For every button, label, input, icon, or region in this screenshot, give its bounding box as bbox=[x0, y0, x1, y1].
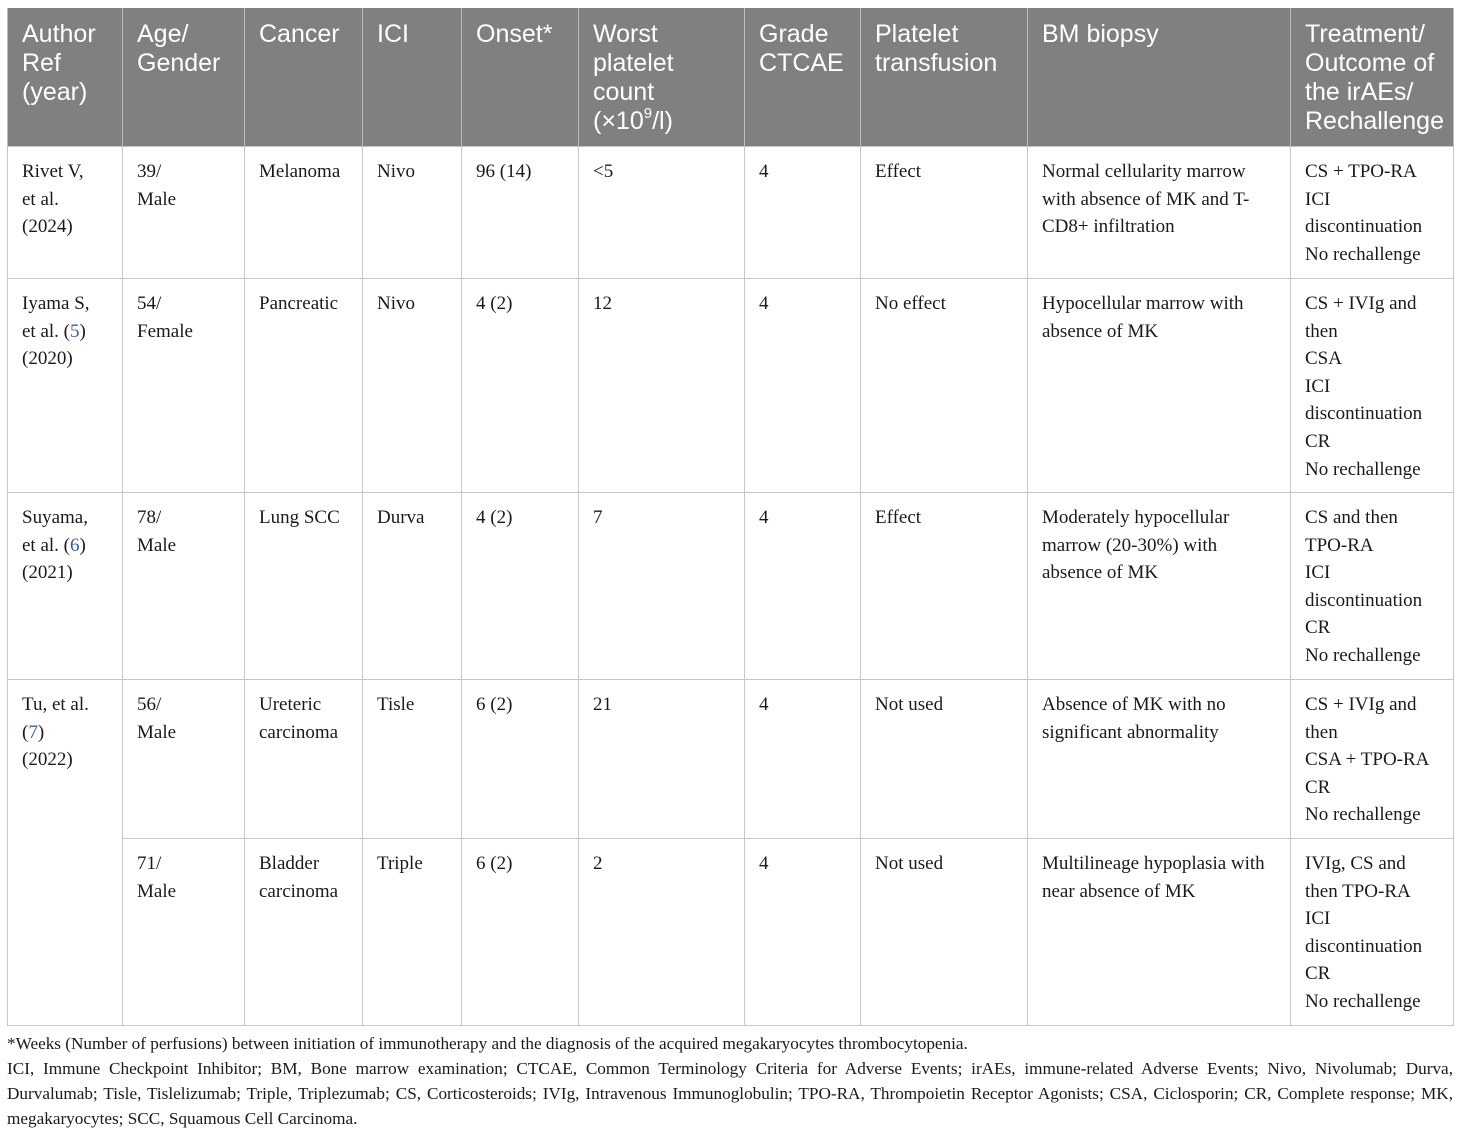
header-platelet-count: Worst platelet count $(\times 10^9/l)$ bbox=[579, 8, 745, 147]
reference-link[interactable]: 6 bbox=[70, 534, 80, 556]
header-grade: Grade CTCAE bbox=[745, 8, 861, 147]
cell-age-gender: 54/ Female bbox=[123, 279, 245, 493]
header-author: Author Ref (year) bbox=[8, 8, 123, 147]
header-ici: ICI bbox=[363, 8, 462, 147]
cell-ici: Nivo bbox=[363, 147, 462, 279]
cell-grade: 4 bbox=[745, 493, 861, 680]
table-row bbox=[8, 279, 1454, 493]
cell-transfusion: No effect bbox=[861, 279, 1028, 493]
cell-transfusion: Effect bbox=[861, 147, 1028, 279]
cell-treatment: CS + TPO-RA ICI discontinuation No rechallenge bbox=[1291, 147, 1454, 279]
cell-treatment: CS and then TPO-RA ICI discontinuation CR No rechallenge bbox=[1291, 493, 1454, 680]
cell-age-gender: 71/ Male bbox=[123, 839, 245, 1026]
table-row bbox=[8, 680, 1454, 839]
cell-treatment: IVIg, CS and then TPO-RA ICI discontinuation CR No rechallenge bbox=[1291, 839, 1454, 1026]
table-row bbox=[8, 839, 1454, 1026]
header-row bbox=[8, 8, 1454, 147]
cell-age-gender: 56/ Male bbox=[123, 680, 245, 839]
cell-transfusion: Effect bbox=[861, 493, 1028, 680]
cell-author: Tu, et al. (7) (2022) bbox=[8, 680, 123, 1026]
cell-age-gender: 39/ Male bbox=[123, 147, 245, 279]
cell-treatment: CS + IVIg and then CSA + TPO-RA CR No rechallenge bbox=[1291, 680, 1454, 839]
cell-ici: Tisle bbox=[363, 680, 462, 839]
table-footnotes bbox=[7, 1031, 1453, 1131]
cell-onset: 4 (2) bbox=[462, 493, 579, 680]
case-reports-table bbox=[7, 8, 1454, 1026]
cell-biopsy: Hypocellular marrow with absence of MK bbox=[1028, 279, 1291, 493]
cell-platelet-count: 12 bbox=[579, 279, 745, 493]
reference-link[interactable]: 5 bbox=[70, 320, 80, 342]
cell-treatment: CS + IVIg and then CSA ICI discontinuation CR No rechallenge bbox=[1291, 279, 1454, 493]
cell-platelet-count: <5 bbox=[579, 147, 745, 279]
cell-cancer: Melanoma bbox=[245, 147, 363, 279]
cell-biopsy: Absence of MK with no significant abnormality bbox=[1028, 680, 1291, 839]
reference-link[interactable]: 7 bbox=[28, 721, 38, 743]
cell-onset: 6 (2) bbox=[462, 680, 579, 839]
cell-onset: 4 (2) bbox=[462, 279, 579, 493]
table-row bbox=[8, 147, 1454, 279]
cell-ici: Nivo bbox=[363, 279, 462, 493]
cell-age-gender: 78/ Male bbox=[123, 493, 245, 680]
cell-cancer: Lung SCC bbox=[245, 493, 363, 680]
cell-author: Iyama S, et al. (5) (2020) bbox=[8, 279, 123, 493]
onset-footnote: *Weeks (Number of perfusions) between initiation of immunotherapy and the diagnosis of the acquired megakaryocytes thrombocytopenia. bbox=[7, 1034, 968, 1053]
cell-biopsy: Normal cellularity marrow with absence of MK and T-CD8+ infiltration bbox=[1028, 147, 1291, 279]
abbreviations-footnote: ICI, Immune Checkpoint Inhibitor; BM, Bone marrow examination; CTCAE, Common Terminology Criteria for Adverse Events; irAEs, immune-related Adverse Events; Nivo, Nivolumab; Durva, Durvalumab; Tisle, Tislelizumab; Triple, Triplezumab; CS, Corticosteroids; IVIg, Intravenous Immunoglobulin; TPO-RA, Thrompoietin Receptor Agonists; CSA, Ciclosporin; CR, Complete response; MK, megakaryocytes; SCC, Squamous Cell Carcinoma. bbox=[7, 1059, 1453, 1128]
cell-biopsy: Moderately hypocellular marrow (20-30%) with absence of MK bbox=[1028, 493, 1291, 680]
table-row bbox=[8, 493, 1454, 680]
header-age-gender: Age/ Gender bbox=[123, 8, 245, 147]
cell-grade: 4 bbox=[745, 680, 861, 839]
header-onset: Onset* bbox=[462, 8, 579, 147]
cell-platelet-count: 21 bbox=[579, 680, 745, 839]
cell-grade: 4 bbox=[745, 147, 861, 279]
cell-transfusion: Not used bbox=[861, 680, 1028, 839]
cell-transfusion: Not used bbox=[861, 839, 1028, 1026]
cell-grade: 4 bbox=[745, 839, 861, 1026]
table-container bbox=[7, 8, 1453, 1026]
cell-cancer: Ureteric carcinoma bbox=[245, 680, 363, 839]
cell-biopsy: Multilineage hypoplasia with near absence of MK bbox=[1028, 839, 1291, 1026]
header-cancer: Cancer bbox=[245, 8, 363, 147]
header-biopsy: BM biopsy bbox=[1028, 8, 1291, 147]
cell-author: Suyama, et al. (6) (2021) bbox=[8, 493, 123, 680]
cell-onset: 96 (14) bbox=[462, 147, 579, 279]
cell-onset: 6 (2) bbox=[462, 839, 579, 1026]
cell-platelet-count: 7 bbox=[579, 493, 745, 680]
cell-cancer: Bladder carcinoma bbox=[245, 839, 363, 1026]
cell-ici: Durva bbox=[363, 493, 462, 680]
cell-author: Rivet V, et al. (2024) bbox=[8, 147, 123, 279]
cell-cancer: Pancreatic bbox=[245, 279, 363, 493]
header-transfusion: Platelet transfusion bbox=[861, 8, 1028, 147]
cell-ici: Triple bbox=[363, 839, 462, 1026]
cell-grade: 4 bbox=[745, 279, 861, 493]
cell-platelet-count: 2 bbox=[579, 839, 745, 1026]
header-treatment: Treatment/ Outcome of the irAEs/ Rechallenge bbox=[1291, 8, 1454, 147]
